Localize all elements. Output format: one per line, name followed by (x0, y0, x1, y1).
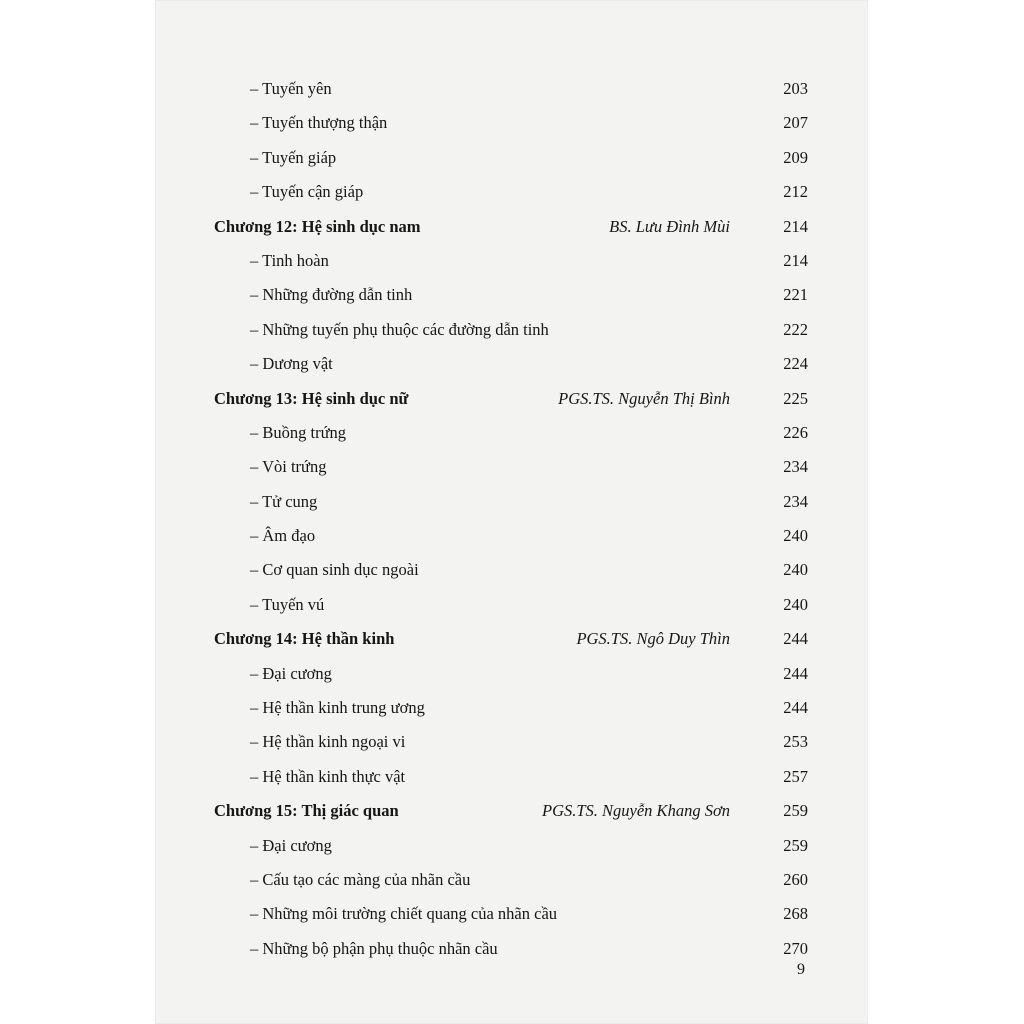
toc-item-row (214, 519, 808, 553)
toc-page-number: 234 (783, 457, 808, 477)
chapter-author: PGS.TS. Ngô Duy Thìn (576, 629, 730, 649)
section-title: – Tinh hoàn (250, 250, 329, 270)
toc-page-number: 225 (783, 388, 808, 408)
toc-page-number: 244 (783, 663, 808, 683)
toc-page-number: 226 (783, 422, 808, 442)
toc-item-row (214, 553, 808, 587)
toc-item-row (214, 450, 808, 484)
toc-page-number: 268 (783, 904, 808, 924)
toc-page-number: 253 (783, 732, 808, 752)
toc-page-number: 222 (783, 319, 808, 339)
chapter-title: Chương 13: Hệ sinh dục nữ (214, 388, 409, 408)
chapter-author: BS. Lưu Đình Mùi (609, 216, 730, 236)
section-title: – Tuyến yên (250, 79, 332, 98)
toc-page-number: 212 (783, 182, 808, 202)
toc-page-number: 270 (783, 938, 808, 958)
chapter-title: Chương 15: Thị giác quan (214, 801, 399, 821)
section-title: – Hệ thần kinh ngoại vi (250, 732, 406, 752)
toc-page-number: 257 (783, 766, 808, 786)
toc-page-number: 259 (783, 801, 808, 821)
section-title: – Âm đạo (250, 526, 316, 546)
section-title: – Đại cương (250, 835, 332, 855)
toc-page-number: 240 (783, 526, 808, 546)
toc-item-row (214, 760, 808, 794)
toc-item-row (214, 897, 808, 931)
toc-page-number: 214 (783, 216, 808, 236)
toc-item-row (214, 313, 808, 347)
toc-item-row (214, 932, 808, 966)
toc-page-number: 244 (783, 698, 808, 718)
section-title: – Những môi trường chiết quang của nhãn cầu (250, 904, 558, 924)
section-title: – Những tuyến phụ thuộc các đường dẫn tinh (250, 319, 549, 339)
toc-item-row (214, 347, 808, 381)
toc-item-row (214, 141, 808, 175)
toc-chapter-row (214, 382, 808, 416)
toc-page-number: 244 (783, 629, 808, 649)
toc-page-number: 214 (783, 250, 808, 270)
toc-chapter-row (214, 622, 808, 656)
section-title: – Hệ thần kinh trung ương (250, 698, 425, 718)
section-title: – Tuyến cận giáp (250, 182, 364, 202)
toc-chapter-row (214, 210, 808, 244)
section-title: – Hệ thần kinh thực vật (250, 766, 406, 786)
toc-item-row (214, 863, 808, 897)
toc-page-number: 240 (783, 594, 808, 614)
section-title: – Những bộ phận phụ thuộc nhãn cầu (250, 938, 498, 958)
toc-chapter-row (214, 794, 808, 828)
toc-page-number: 203 (783, 79, 808, 98)
table-of-contents (214, 72, 808, 966)
toc-page-number: 259 (783, 835, 808, 855)
section-title: – Tử cung (250, 491, 318, 511)
toc-item-row (214, 829, 808, 863)
toc-item-row (214, 416, 808, 450)
toc-page-number: 207 (783, 113, 808, 133)
toc-item-row (214, 657, 808, 691)
section-title: – Những đường dẫn tinh (250, 285, 413, 305)
chapter-title: Chương 14: Hệ thần kinh (214, 629, 395, 649)
section-title: – Cơ quan sinh dục ngoài (250, 560, 419, 580)
toc-page-number: 260 (783, 869, 808, 889)
section-title: – Tuyến thượng thận (250, 113, 388, 133)
toc-page-number: 209 (783, 147, 808, 167)
toc-page-number: 224 (783, 354, 808, 374)
toc-item-row (214, 588, 808, 622)
section-title: – Buồng trứng (250, 422, 347, 442)
chapter-author: PGS.TS. Nguyễn Khang Sơn (541, 801, 730, 821)
section-title: – Tuyến giáp (250, 147, 337, 167)
toc-item-row (214, 72, 808, 106)
toc-item-row (214, 725, 808, 759)
toc-item-row (214, 278, 808, 312)
toc-item-row (214, 244, 808, 278)
section-title: – Cấu tạo các màng của nhãn cầu (250, 869, 471, 889)
toc-page-number: 234 (783, 491, 808, 511)
section-title: – Dương vật (250, 354, 333, 374)
toc-item-row (214, 106, 808, 140)
chapter-title: Chương 12: Hệ sinh dục nam (214, 216, 421, 236)
chapter-author: PGS.TS. Nguyễn Thị Bình (558, 388, 730, 408)
toc-item-row (214, 691, 808, 725)
toc-item-row (214, 175, 808, 209)
toc-page-number: 240 (783, 560, 808, 580)
section-title: – Vòi trứng (250, 457, 327, 477)
toc-page-number: 221 (783, 285, 808, 305)
section-title: – Đại cương (250, 663, 332, 683)
page-number: 9 (797, 961, 805, 978)
toc-item-row (214, 485, 808, 519)
section-title: – Tuyến vú (250, 594, 325, 614)
